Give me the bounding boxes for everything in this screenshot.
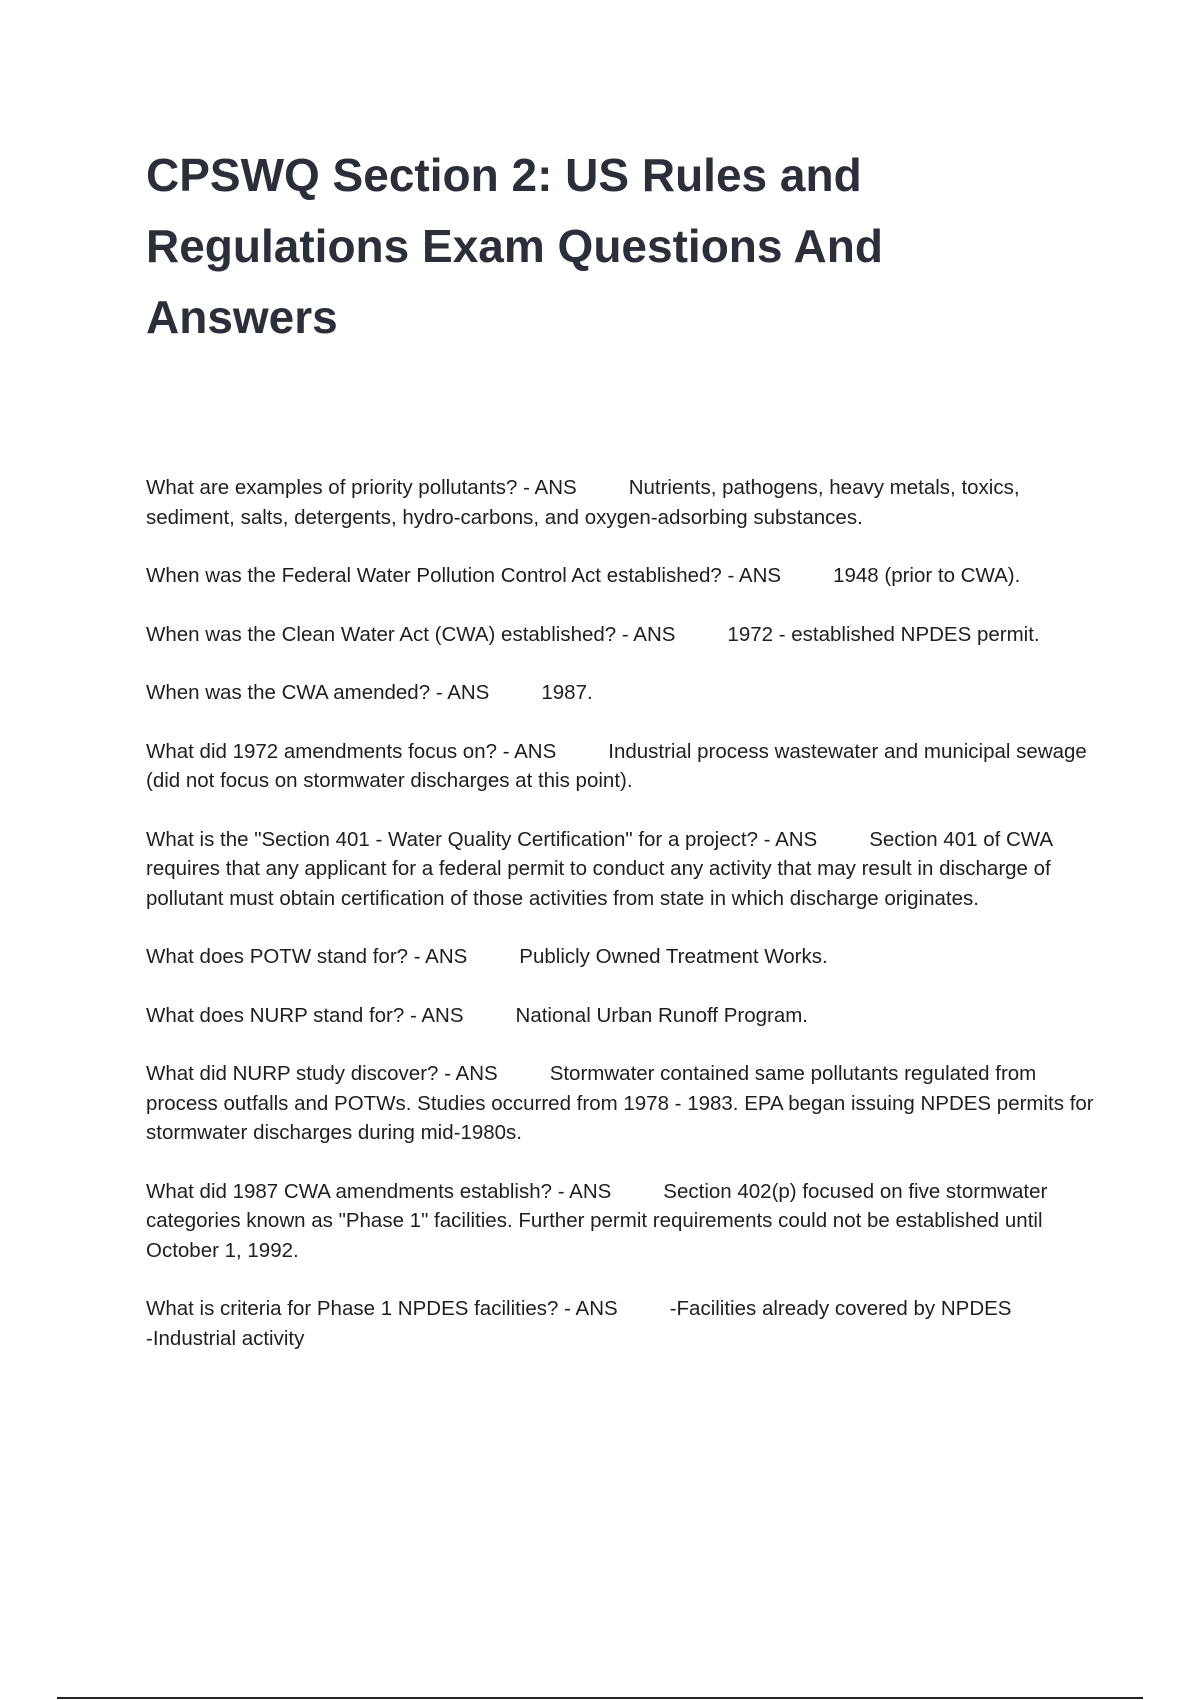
question-text: What does POTW stand for? (146, 945, 409, 968)
answer-separator: - ANS (564, 1297, 618, 1320)
question-text: What is criteria for Phase 1 NPDES facilities? (146, 1297, 559, 1320)
question-text: What is the "Section 401 - Water Quality Certification" for a project? (146, 827, 758, 851)
qa-list (146, 473, 1100, 1382)
qa-item-1 (146, 473, 1096, 532)
answer-text: Nutrients, pathogens, heavy metals, toxics, sediment, salts, detergents, hydro-carbons, and oxygen-adsorbing substances. (146, 476, 1026, 529)
answer-separator: - ANS (435, 681, 490, 704)
answer-text: Publicly Owned Treatment Works. (519, 945, 828, 968)
question-text: What did 1987 CWA amendments establish? (146, 1179, 553, 1203)
qa-item-4 (146, 678, 1096, 708)
answer-separator: - ANS (444, 1062, 498, 1085)
qa-item-11 (146, 1294, 1096, 1353)
answer-separator: - ANS (727, 564, 782, 587)
question-text: When was the Federal Water Pollution Control Act established? (146, 564, 722, 587)
qa-item-5 (146, 737, 1096, 796)
qa-item-10 (146, 1177, 1096, 1266)
answer-text: Section 401 of CWA requires that any applicant for a federal permit to conduct any activity that may result in discharge of pollutant must obtain certification of those activities from state in which discharge originates. (146, 827, 1058, 910)
footer-divider (57, 1697, 1143, 1699)
answer-text: Section 402(p) focused on five stormwater categories known as "Phase 1" facilities. Further permit requirements could not be established until October 1, 1992. (146, 1179, 1053, 1262)
answer-separator: - ANS (557, 1179, 612, 1203)
answer-text: 1948 (prior to CWA). (833, 564, 1021, 587)
question-text: When was the CWA amended? (146, 681, 431, 704)
qa-item-9 (146, 1059, 1100, 1148)
question-text: When was the Clean Water Act (CWA) established? (146, 622, 617, 646)
qa-item-7 (146, 942, 1096, 972)
qa-item-2 (146, 561, 1096, 591)
question-text: What did NURP study discover? (146, 1062, 439, 1085)
answer-separator: - ANS (763, 827, 818, 851)
answer-text: 1972 - established NPDES permit. (727, 622, 1040, 646)
answer-separator: - ANS (409, 1003, 464, 1027)
qa-item-3 (146, 620, 1096, 650)
answer-separator: - ANS (621, 622, 676, 646)
document-title: CPSWQ Section 2: US Rules and Regulations Exam Questions And Answers (146, 149, 883, 343)
question-text: What did 1972 amendments focus on? (146, 739, 497, 763)
answer-text: Industrial process wastewater and municipal sewage (did not focus on stormwater discharges at this point). (146, 739, 1093, 792)
answer-text: 1987. (541, 681, 593, 704)
question-text: What does NURP stand for? (146, 1003, 405, 1027)
qa-item-6 (146, 825, 1096, 914)
question-text: What are examples of priority pollutants? (146, 476, 518, 499)
answer-text: National Urban Runoff Program. (515, 1003, 808, 1027)
qa-item-8 (146, 1001, 1096, 1031)
answer-separator: - ANS (502, 739, 557, 763)
answer-text: -Facilities already covered by NPDES -Industrial activity (146, 1297, 1012, 1350)
answer-separator: - ANS (523, 476, 577, 499)
answer-text: Stormwater contained same pollutants regulated from process outfalls and POTWs. Studies occurred from 1978 - 1983. EPA began issuing NPDES permits for stormwater discharges during mid-1980s. (146, 1062, 1100, 1144)
answer-separator: - ANS (413, 945, 468, 968)
